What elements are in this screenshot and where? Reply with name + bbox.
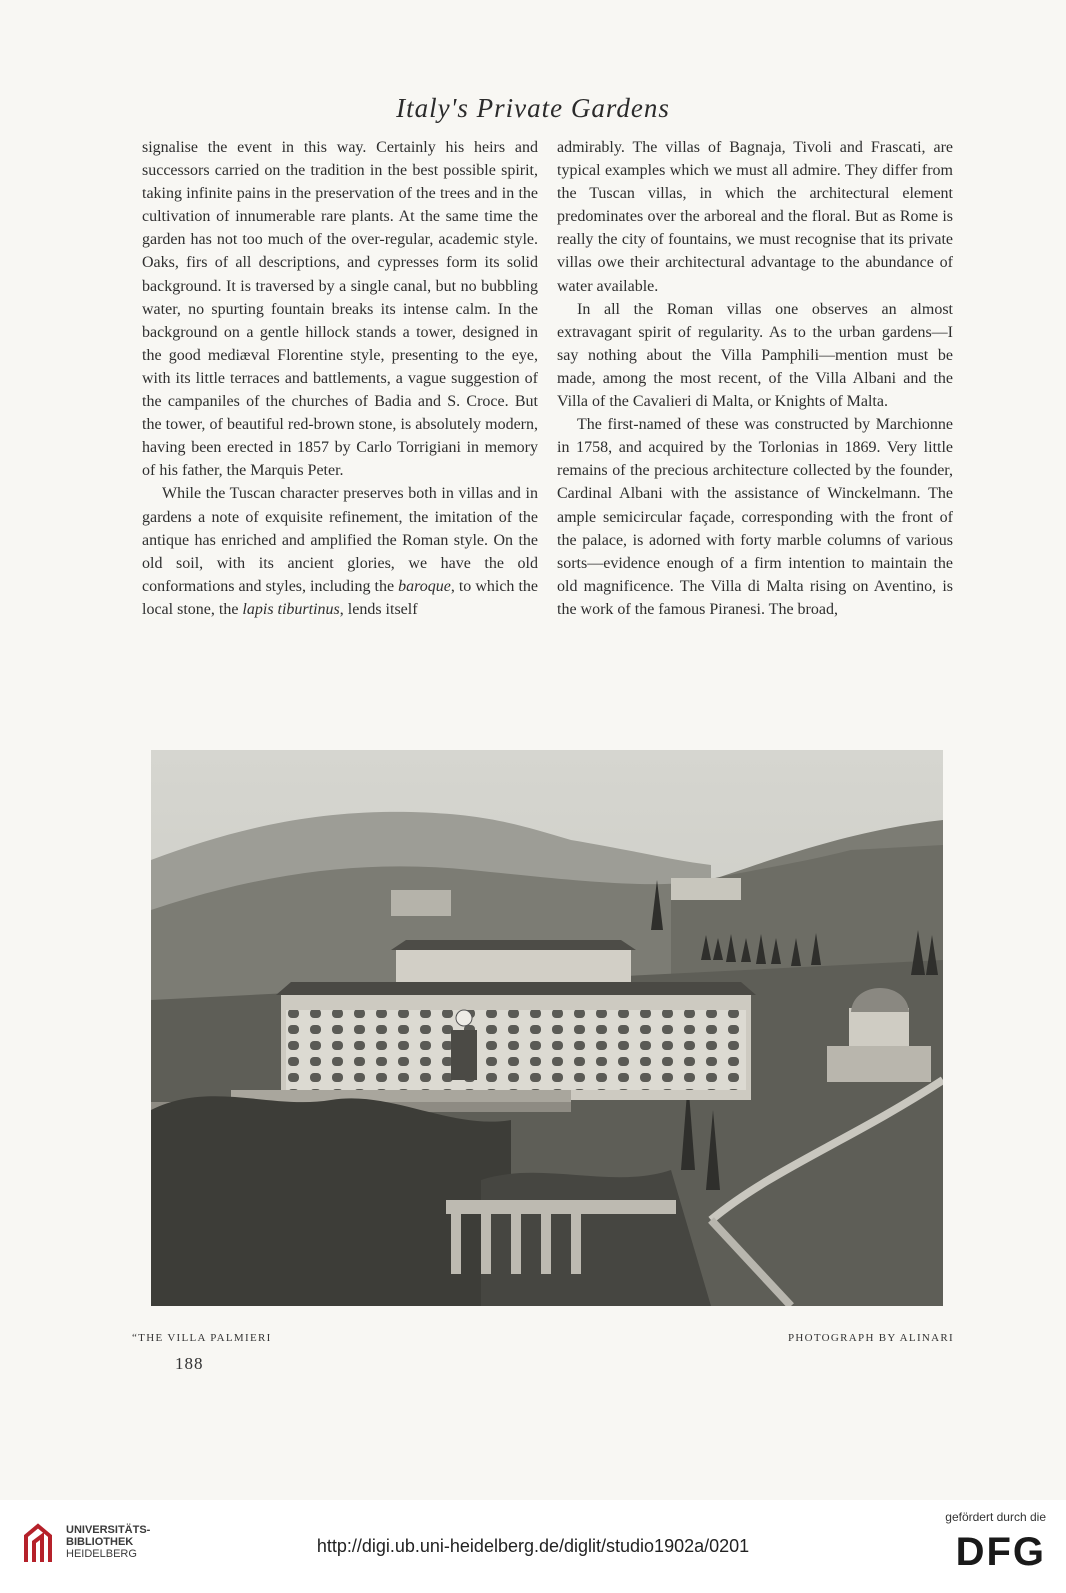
villa-photograph [151,750,943,1306]
paragraph: signalise the event in this way. Certainly his heirs and successors carried on the tradition in the best possible spirit, taking infinite pains in the preservation of the trees and in the cultivation of innumerable rare plants. At the same time the garden has not too much of the over-regular, academic style. Oaks, firs of all descriptions, and cypresses form its solid background. It is traversed by a single canal, but no bubbling water, no spurting fountain breaks its intense calm. In the background on a gentle hillock stands a tower, designed in the good mediæval Florentine style, presenting to the eye, with its little terraces and battlements, a vague suggestion of the campaniles of the churches of Badia and S. Croce. But the tower, of beautiful red-brown stone, is absolutely modern, having been erected in 1857 by Carlo Torrigiani in memory of his father, the Marquis Peter. [142,139,538,480]
dfg-logo: DFG [955,1530,1046,1574]
digitization-footer [0,1500,1066,1593]
text-column-left [142,136,538,621]
library-name-line: HEIDELBERG [66,1548,137,1560]
text-run: While the Tuscan character preserves both in villas and in gardens a note of exquisite refinement, the imitation of the antique has enriched and amplified the Roman style. On the old soil, with its ancient glories, we have the old conformations and styles, including the [142,485,538,595]
funded-by-label: gefördert durch die [945,1510,1046,1524]
paragraph: admirably. The villas of Bagnaja, Tivoli and Frascati, are typical examples which we must all admire. They differ from the Tuscan villas, in which the architectural element predominates over the arboreal and the floral. But as Rome is really the city of fountains, we must recognise that its private villas owe their architectural advantage to the abundance of water available. [557,139,953,295]
page-number: 188 [175,1354,204,1373]
paragraph [142,482,538,621]
running-title: Italy's Private Gardens [396,93,670,123]
paragraph: In all the Roman villas one observes an almost extravagant spirit of regularity. As to the urban gardens—I say nothing about the Villa Pamphili—mention must be made, among the most recent, of the Villa Albani and the Villa of the Cavalieri di Malta, or Knights of Malta. [557,300,953,411]
permalink-url[interactable]: http://digi.ub.uni-heidelberg.de/diglit/studio1902a/0201 [316,1536,750,1556]
photo-caption-credit: PHOTOGRAPH BY ALINARI [787,1332,954,1344]
text-column-right [557,136,953,621]
library-name-line: BIBLIOTHEK [66,1536,134,1548]
library-name-line: UNIVERSITÄTS- [66,1524,151,1536]
italic-term: lapis tiburtinus [242,600,340,618]
paragraph: The first-named of these was constructed by Marchionne in 1758, and acquired by the Torlonias in 1869. Very little remains of the precious architecture collected by the founder, Cardinal Albani with the assistance of Winckelmann. The ample semicircular façade, corresponding with the front of the palace, is adorned with forty marble columns of various sorts—evidence enough of a firm intention to maintain the old magnificence. The Villa di Malta rising on Aventino, is the work of the famous Piranesi. The broad, [557,416,953,618]
text-run: , lends itself [339,600,418,618]
italic-term: baroque [398,577,451,595]
photo-caption-title: “THE VILLA PALMIERI [132,1332,272,1344]
text-run: , to which the local stone, the [142,577,539,618]
